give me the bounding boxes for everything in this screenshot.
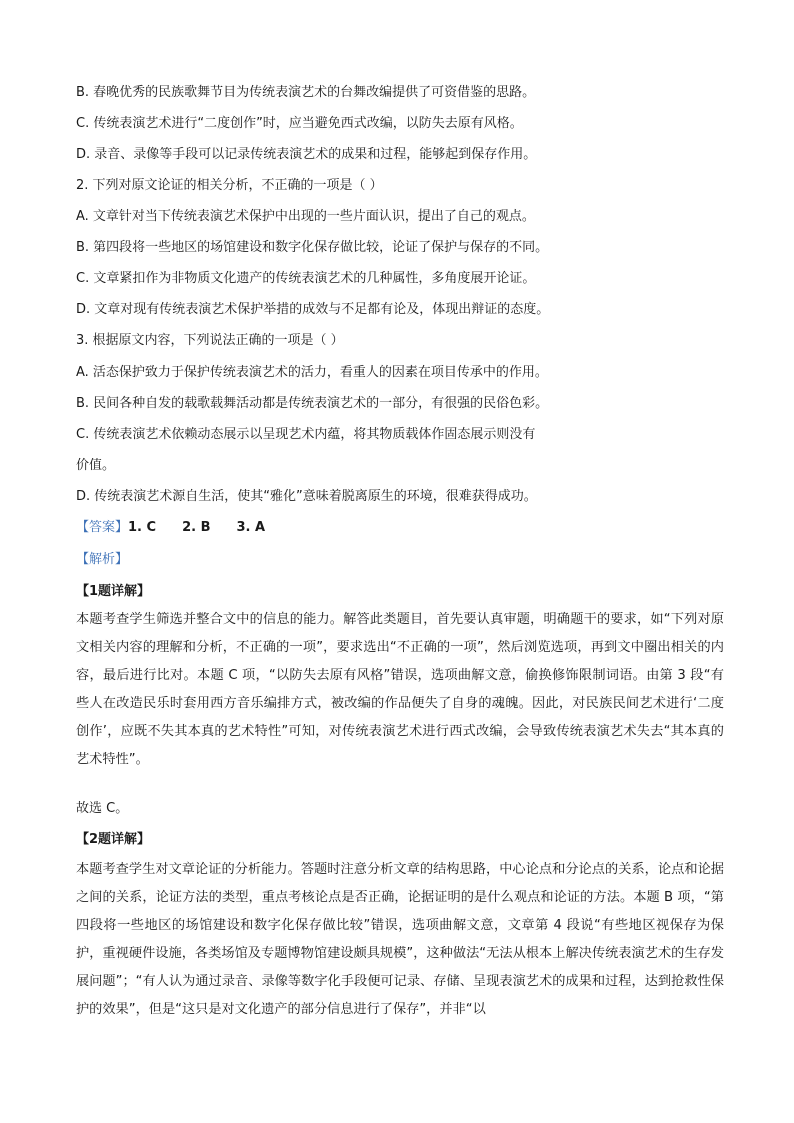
answer-line xyxy=(76,519,265,537)
q1-option-d: D. 录音、录像等手段可以记录传统表演艺术的成果和过程，能够起到保存作用。 xyxy=(76,147,537,162)
answer-label: 【答案】 xyxy=(76,520,129,535)
q1-option-b: B. 春晚优秀的民族歌舞节目为传统表演艺术的台舞改编提供了可资借鉴的思路。 xyxy=(76,85,536,100)
q2-option-d: D. 文章对现有传统表演艺术保护举措的成效与不足都有论及，体现出辩证的态度。 xyxy=(76,302,550,317)
q3-option-a: A. 活态保护致力于保护传统表演艺术的活力，看重人的因素在项目传承中的作用。 xyxy=(76,365,548,380)
answer-3: 3. A xyxy=(236,520,266,535)
q3-option-d: D. 传统表演艺术源自生活，使其“雅化”意味着脱离原生的环境，很难获得成功。 xyxy=(76,489,537,504)
answer-1: 1. C xyxy=(128,520,157,535)
q2-option-b: B. 第四段将一些地区的场馆建设和数字化保存做比较，论证了保护与保存的不同。 xyxy=(76,240,549,255)
detail-1-title: 【1题详解】 xyxy=(76,584,151,599)
q3-stem: 3. 根据原文内容，下列说法正确的一项是（ ） xyxy=(76,333,344,348)
q1-option-c: C. 传统表演艺术进行“二度创作”时，应当避免西式改编，以防失去原有风格。 xyxy=(76,116,523,131)
q2-option-a: A. 文章针对当下传统表演艺术保护中出现的一些片面认识，提出了自己的观点。 xyxy=(76,209,535,224)
q3-option-b: B. 民间各种自发的载歌载舞活动都是传统表演艺术的一部分，有很强的民俗色彩。 xyxy=(76,396,549,411)
q3-option-c-continued: 价值。 xyxy=(76,458,116,473)
answer-2: 2. B xyxy=(182,520,211,535)
q2-option-c: C. 文章紧扣作为非物质文化遗产的传统表演艺术的几种属性，多角度展开论证。 xyxy=(76,271,536,286)
q3-option-c: C. 传统表演艺术依赖动态展示以呈现艺术内蕴，将其物质载体作固态展示则没有 xyxy=(76,427,536,442)
detail-1-paragraph: 本题考查学生筛选并整合文中的信息的能力。解答此类题目，首先要认真审题，明确题干的要求，如“下列对原文相关内容的理解和分析，不正确的一项”，要求选出“不正确的一项”，然后浏览选项，再到文中圈出相关的内容，最后进行比对。本题 C 项，“以防失去原有风格”错误，选项曲解文意，偷换修饰限制词语。由第 3 段“有些人在改造民乐时套用西方音乐编排方式，被改编的作品便失了自身的魂魄。因此，对民族民间艺术进行‘二度创作’，应既不失其本真的艺术特性”可知，对传统表演艺术进行西式改编，会导致传统表演艺术失去“其本真的艺术特性”。 xyxy=(76,612,724,767)
q2-stem: 2. 下列对原文论证的相关分析，不正确的一项是（ ） xyxy=(76,178,383,193)
detail-2-paragraph: 本题考查学生对文章论证的分析能力。答题时注意分析文章的结构思路，中心论点和分论点的关系，论点和论据之间的关系，论证方法的类型，重点考核论点是否正确，论据证明的是什么观点和论证的方法。本题 B 项，“第四段将一些地区的场馆建设和数字化保存做比较”错误，选项曲解文意，文章第 4 段说“有些地区视保存为保护，重视硬件设施，各类场馆及专题博物馆建设颇具规模”，这种做法“无法从根本上解决传统表演艺术的生存发展问题”；“有人认为通过录音、录像等数字化手段便可记录、存储、呈现表演艺术的成果和过程，达到抢救性保护的效果”，但是“这只是对文化遗产的部分信息进行了保存”，并非“以 xyxy=(76,862,724,1017)
detail-2-title: 【2题详解】 xyxy=(76,832,151,847)
analysis-label: 【解析】 xyxy=(76,552,129,567)
detail-1-conclusion: 故选 C。 xyxy=(76,801,129,816)
